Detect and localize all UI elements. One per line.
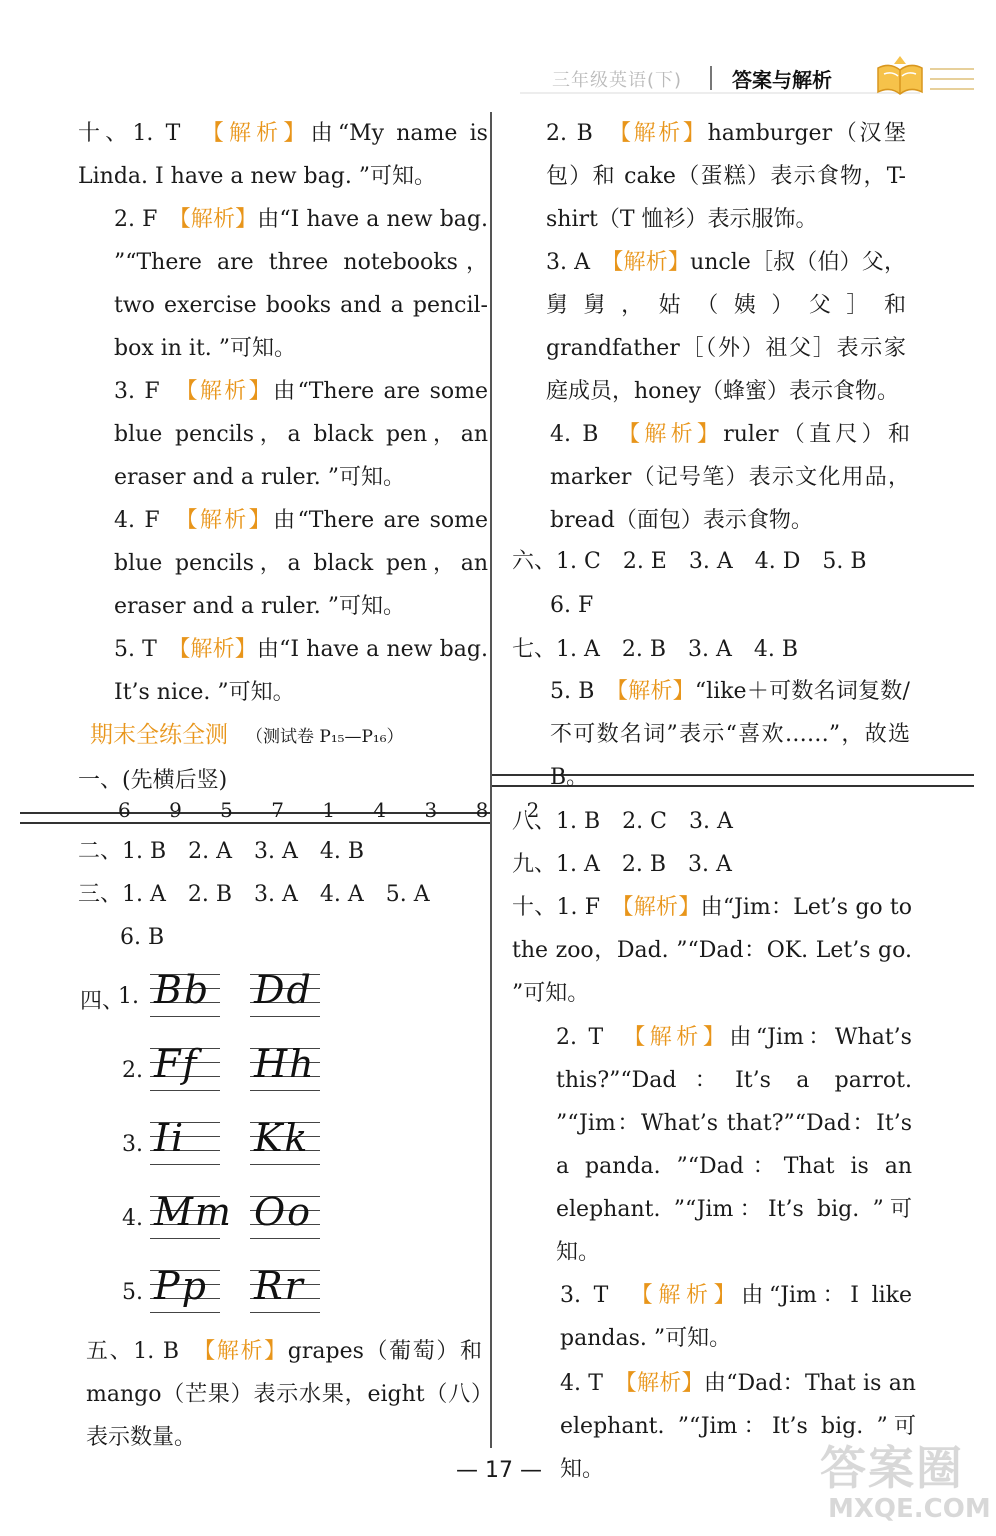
answer-item: 6. F — [550, 593, 594, 618]
answer-item — [114, 198, 488, 370]
grid-numbers: 6 9 5 7 1 4 3 8 2 — [118, 798, 556, 822]
row-number: 5. — [122, 1280, 143, 1305]
handwriting-box — [150, 1262, 220, 1318]
handwritten-letters: Dd — [254, 968, 313, 1012]
header-rule — [520, 92, 920, 94]
answer-item — [114, 628, 488, 714]
analysis-tag: 【解析】 — [179, 207, 258, 232]
row-number: 4. — [122, 1206, 143, 1231]
handwriting-box — [250, 966, 320, 1022]
section-heading — [90, 714, 490, 759]
answer-item — [550, 670, 910, 799]
left-column — [78, 112, 490, 802]
question-number: 四、 — [80, 989, 125, 1014]
handwritten-letters: Ff — [154, 1042, 199, 1086]
answer-item — [546, 241, 906, 413]
answer-key: 4. B — [550, 422, 599, 447]
answer-item — [546, 112, 906, 241]
section-heading-title: 期末全练全测 — [90, 722, 228, 748]
answer-item — [556, 1016, 912, 1274]
analysis-text: 由“I have a new bag. ”“There are three notebooks，two exercise books and a pencil-box in it. ”可知。 — [114, 207, 488, 361]
answer-key: 5. T — [114, 637, 157, 662]
answer-item: 六、1. C 2. E 3. A 4. D 5. B — [512, 549, 867, 574]
analysis-tag: 【解析】 — [625, 1371, 704, 1396]
answer-key: 5. B — [550, 679, 595, 704]
analysis-tag: 【解析】 — [186, 508, 274, 533]
analysis-tag: 【解析】 — [616, 679, 695, 704]
section-title: 答案与解析 — [732, 68, 832, 92]
handwriting-box — [250, 1114, 320, 1170]
answer-item: 七、1. A 2. B 3. A 4. B — [512, 637, 799, 662]
analysis-text: hamburger（汉堡包）和 cake（蛋糕）表示食物，T-shirt（T 恤衫）表示服饰。 — [546, 121, 906, 232]
divider-line — [20, 822, 490, 824]
handwritten-letters: Rr — [254, 1264, 305, 1308]
handwritten-letters: Kk — [254, 1116, 310, 1160]
page-header — [520, 62, 996, 98]
analysis-text: 由“Jim：I like pandas. ”可知。 — [560, 1283, 912, 1351]
analysis-text: ruler（直尺）和 marker（记号笔）表示文化用品，bread（面包）表示食物。 — [550, 422, 910, 533]
watermark-logo — [820, 1428, 996, 1532]
row-number: 2. — [122, 1058, 143, 1083]
handwritten-letters: Hh — [254, 1042, 316, 1086]
answer-item — [86, 1330, 482, 1459]
answer-key: 五、1. B — [86, 1339, 180, 1364]
analysis-text: 由“Dad：That is an elephant. ”“Jim：It’s big. ”可知。 — [560, 1371, 916, 1482]
answer-key: 3. A — [546, 250, 591, 275]
answer-item — [114, 370, 488, 499]
answer-key: 4. T — [560, 1371, 603, 1396]
analysis-text: 由“There are some blue pencils，a black pen，an eraser and a ruler. ”可知。 — [114, 379, 488, 490]
question-1-label: 一、(先横后竖) — [78, 768, 228, 793]
analysis-tag: 【解析】 — [186, 379, 274, 404]
page-number: — 17 — — [456, 1458, 542, 1483]
answer-item — [550, 413, 910, 542]
answer-key: 3. T — [560, 1283, 609, 1308]
answer-item — [78, 112, 488, 198]
answer-item — [560, 1274, 912, 1360]
header-decoration — [930, 68, 974, 98]
handwritten-letters: Ii — [154, 1116, 186, 1160]
answer-item: 6. B — [120, 925, 165, 950]
analysis-tag: 【解析】 — [641, 1283, 742, 1308]
handwriting-box — [150, 1114, 220, 1170]
analysis-tag: 【解析】 — [634, 1025, 730, 1050]
analysis-text: grapes（葡萄）和 mango（芒果）表示水果，eight（八）表示数量。 — [86, 1339, 482, 1450]
analysis-tag: 【解析】 — [629, 422, 724, 447]
answer-item: 二、1. B 2. A 3. A 4. B — [78, 839, 365, 864]
answer-item — [114, 499, 488, 628]
answer-key: 十、1. F — [512, 895, 601, 920]
analysis-text: 由“I have a new bag. It’s nice. ”可知。 — [114, 637, 488, 705]
analysis-text: 由“Jim：What’s this?”“Dad：It’s a parrot. ”“Jim：What’s that?”“Dad：It’s a panda. ”“Dad：That is an elephant. ”“Jim：It’s big. ”可知。 — [556, 1025, 912, 1265]
answer-key: 4. F — [114, 508, 160, 533]
handwriting-box — [150, 1188, 233, 1244]
handwriting-box — [250, 1040, 320, 1096]
answer-key: 2. F — [114, 207, 158, 232]
analysis-text: uncle［叔（伯）父，舅舅，姑（姨）父］和 grandfather［（外）祖父］表示家庭成员，honey（蜂蜜）表示食物。 — [546, 250, 906, 404]
answer-key: 3. F — [114, 379, 160, 404]
analysis-tag: 【解析】 — [204, 1339, 288, 1364]
analysis-tag: 【解析】 — [620, 121, 708, 146]
handwritten-letters: Bb — [154, 968, 211, 1012]
analysis-tag: 【解析】 — [212, 121, 311, 146]
answer-key: 1. T — [132, 121, 181, 146]
answer-key: 2. B — [546, 121, 593, 146]
analysis-text: 由“Jim：Let’s go to the zoo，Dad. ”“Dad：OK. Let’s go. ”可知。 — [512, 895, 912, 1006]
answer-item: 九、1. A 2. B 3. A — [512, 852, 732, 877]
answer-key: 2. T — [556, 1025, 604, 1050]
row-number: 3. — [122, 1132, 143, 1157]
answer-item: 三、1. A 2. B 3. A 4. A 5. A — [78, 882, 430, 907]
handwritten-letters: Pp — [154, 1264, 208, 1308]
book-title: 三年级英语(下) — [552, 70, 683, 91]
handwriting-box — [150, 966, 220, 1022]
row-number: 1. — [118, 984, 139, 1009]
handwriting-box — [150, 1040, 220, 1096]
handwriting-box — [250, 1188, 320, 1244]
section-heading-note: （测试卷 P₁₅—P₁₆） — [246, 727, 404, 747]
analysis-tag: 【解析】 — [179, 637, 257, 662]
analysis-text: 由“There are some blue pencils，a black pen，an eraser and a ruler. ”可知。 — [114, 508, 488, 619]
answer-item — [512, 886, 912, 1015]
question-number: 十、 — [78, 121, 133, 146]
column-divider — [490, 112, 492, 1448]
open-book-icon — [872, 54, 928, 98]
analysis-tag: 【解析】 — [612, 250, 691, 275]
analysis-tag: 【解析】 — [622, 895, 701, 920]
handwritten-letters: Oo — [254, 1190, 313, 1234]
watermark-bottom: MXQE.COM — [828, 1494, 991, 1524]
right-column-top — [546, 112, 910, 542]
handwriting-box — [250, 1262, 320, 1318]
analysis-text: “like＋可数名词复数/不可数名词”表示“喜欢……”，故选 B。 — [550, 679, 910, 790]
header-separator — [710, 66, 712, 90]
handwritten-letters: Mm — [154, 1190, 233, 1234]
answer-item — [78, 759, 478, 802]
watermark-top: 答案圈 — [820, 1441, 964, 1495]
answer-item: 八、1. B 2. C 3. A — [512, 809, 733, 834]
analysis-text: 由“My name is Linda. I have a new bag. ”可知。 — [78, 121, 488, 189]
